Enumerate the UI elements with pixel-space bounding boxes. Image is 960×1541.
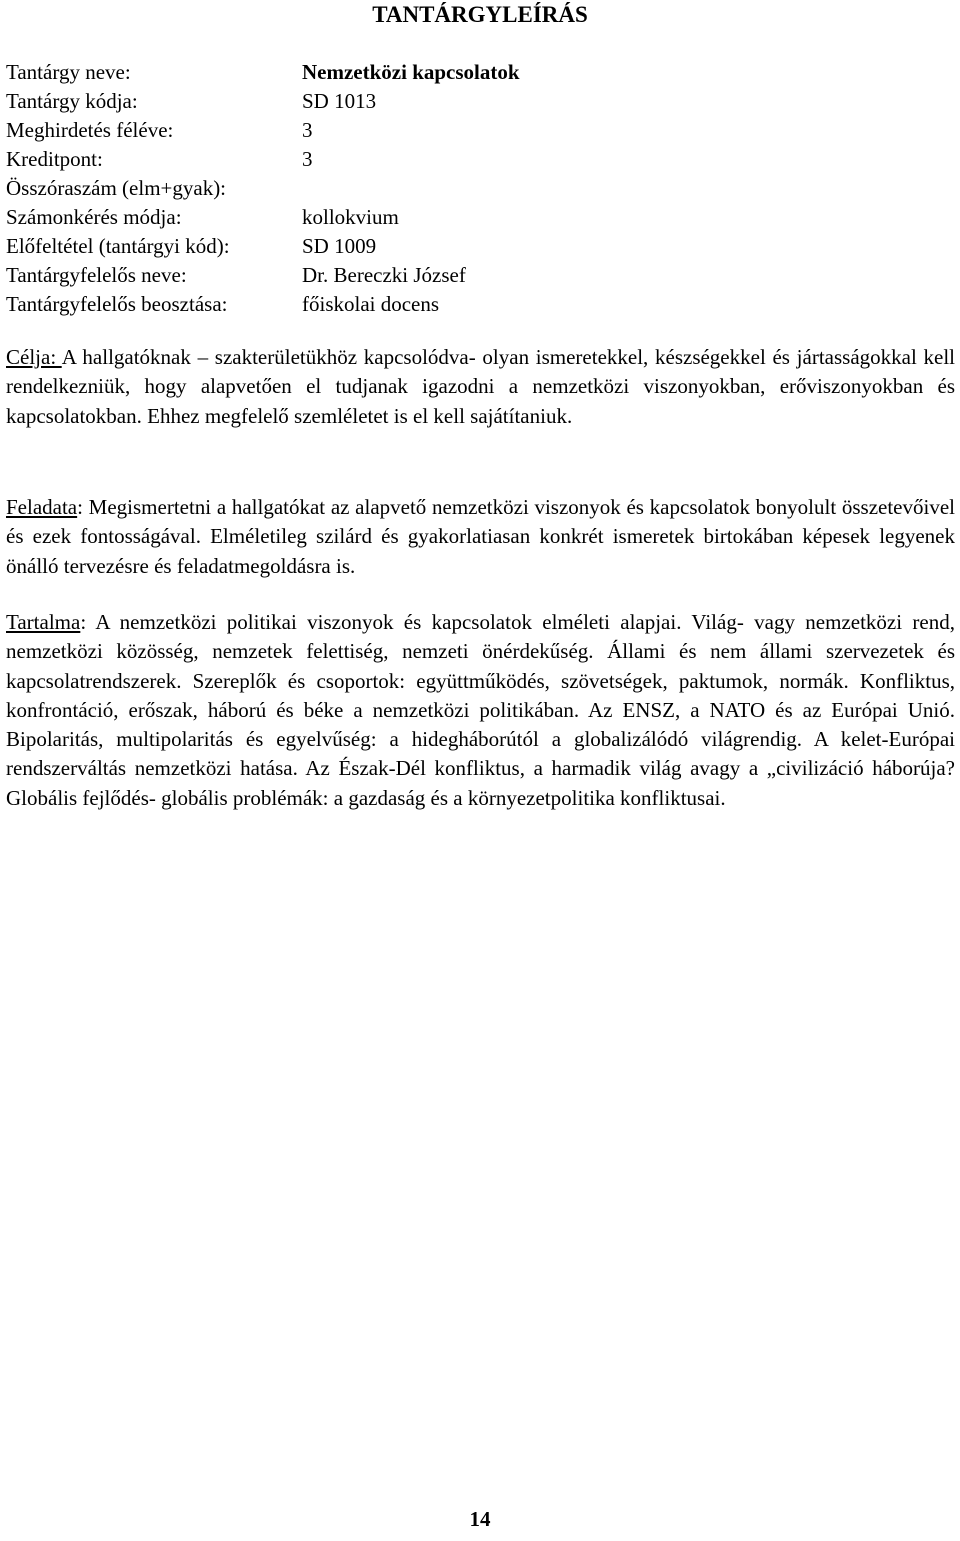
meta-row-course-code [6, 87, 946, 116]
meta-label: Számonkérés módja: [6, 205, 182, 229]
meta-value: SD 1013 [302, 89, 377, 113]
section-feladata [6, 493, 955, 581]
section-text-celja: A hallgatóknak – szakterületükhöz kapcsolódva- olyan ismeretekkel, készségekkel és jártasságokkal kell rendelkezniük, hogy alapvetően el tudjanak igazodni a nemzetközi viszonyokban, erőviszonyokban és kapcsolatokban. Ehhez megfelelő szemléletet is el kell sajátítaniuk. [6, 345, 955, 428]
meta-value: SD 1009 [302, 234, 377, 258]
meta-label: Kreditpont: [6, 147, 103, 171]
meta-value: kollokvium [302, 205, 399, 229]
meta-row-prerequisite [6, 232, 946, 261]
meta-label: Tantárgy kódja: [6, 89, 138, 113]
meta-value: főiskolai docens [302, 292, 440, 316]
meta-value: 3 [302, 118, 313, 142]
section-celja [6, 343, 955, 431]
meta-label: Tantárgy neve: [6, 60, 131, 84]
meta-row-semester [6, 116, 946, 145]
meta-value: Nemzetközi kapcsolatok [302, 60, 520, 84]
meta-row-course-name [6, 58, 946, 87]
course-meta-table [6, 58, 946, 319]
section-heading-tartalma: Tartalma [6, 610, 81, 634]
meta-label: Meghirdetés féléve: [6, 118, 174, 142]
page-title: TANTÁRGYLEÍRÁS [372, 2, 588, 27]
meta-label: Összóraszám (elm+gyak): [6, 176, 227, 200]
meta-row-responsible-position [6, 290, 946, 319]
section-heading-celja: Célja: [6, 345, 62, 369]
meta-row-total-hours [6, 174, 946, 203]
meta-row-credits [6, 145, 946, 174]
meta-row-exam-type [6, 203, 946, 232]
page-number: 14 [469, 1507, 491, 1531]
section-heading-feladata: Feladata [6, 495, 78, 519]
meta-label: Tantárgyfelelős beosztása: [6, 292, 228, 316]
meta-value: Dr. Bereczki József [302, 263, 466, 287]
section-tartalma [6, 608, 955, 813]
meta-row-responsible-name [6, 261, 946, 290]
meta-label: Előfeltétel (tantárgyi kód): [6, 234, 230, 258]
section-text-tartalma: : A nemzetközi politikai viszonyok és kapcsolatok elméleti alapjai. Világ- vagy nemzetközi rend, nemzetközi közösség, nemzetek felettiség, nemzeti önérdekűség. Állami és nem állami szervezetek és kapcsolatrendszerek. Szereplők és csoportok: együttműködés, szövetségek, paktumok, normák. Konfliktus, konfrontáció, erőszak, háború és béke a nemzetközi politikában. Az ENSZ, a NATO és az Európai Unió. Bipolaritás, multipolaritás és egyelvűség: a hidegháborútól a globalizálódó világrendig. A kelet-Európai rendszerváltás nemzetközi hatása. Az Észak-Dél konfliktus, a harmadik világ avagy a „civilizáció háborúja? Globális fejlődés- globális problémák: a gazdaság és a környezetpolitika konfliktusai. [6, 610, 955, 810]
section-text-feladata: : Megismertetni a hallgatókat az alapvető nemzetközi viszonyok és kapcsolatok bonyolult összetevőivel és ezek fontosságával. Elméletileg szilárd és gyakorlatiasan konkrét ismeretek birtokában képesek legyenek önálló tervezésre és feladatmegoldásra is. [6, 495, 955, 578]
meta-label: Tantárgyfelelős neve: [6, 263, 187, 287]
meta-value: 3 [302, 147, 313, 171]
